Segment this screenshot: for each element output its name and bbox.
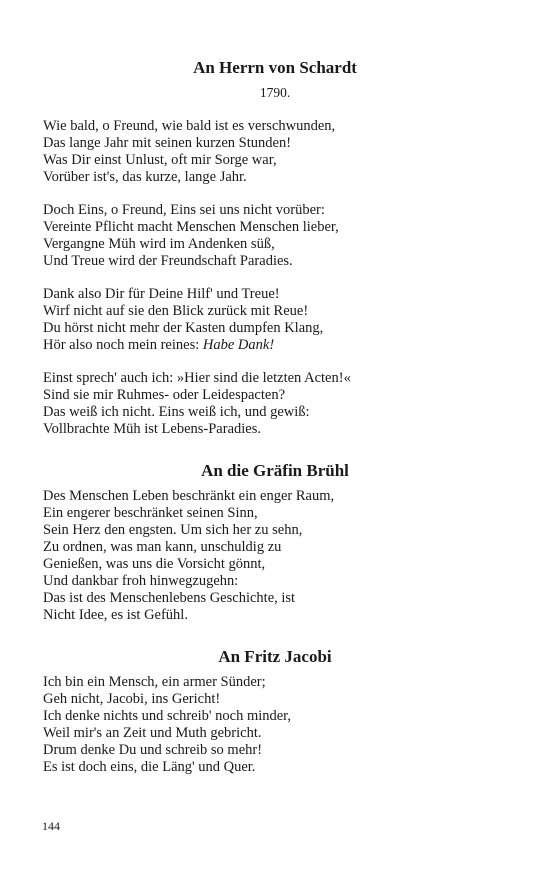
poem-title: An die Gräfin Brühl [201,461,349,480]
poem-line: Es ist doch eins, die Läng' und Quer. [43,759,256,775]
poem-stanza [43,370,513,438]
poem-line-with-emphasis [43,337,513,354]
poem-line: Vollbrachte Müh ist Lebens-Paradies. [43,421,261,437]
poem-line: Drum denke Du und schreib so mehr! [43,742,263,758]
poem-line: Sind sie mir Ruhmes- oder Leidespacten? [43,387,286,403]
poem-line: Ich bin ein Mensch, ein armer Sünder; [43,674,266,690]
poem-line: Vereinte Pflicht macht Menschen Menschen lieber, [43,219,339,235]
poem-line: Genießen, was uns die Vorsicht gönnt, [43,556,266,572]
poem-line: Geh nicht, Jacobi, ins Gericht! [43,691,221,707]
poem-line: Ich denke nichts und schreib' noch minder, [43,708,292,724]
poem-stanza [43,202,513,270]
emphasized-text: Habe Dank! [202,337,275,353]
poem-title: An Fritz Jacobi [218,647,332,666]
poem-line: Doch Eins, o Freund, Eins sei uns nicht vorüber: [43,202,325,218]
poem-stanza [43,674,513,776]
poem-title: An Herrn von Schardt [193,58,357,77]
poem-line: Das weiß ich nicht. Eins weiß ich, und gewiß: [43,404,310,420]
poem-line: Und Treue wird der Freundschaft Paradies. [43,253,293,269]
poem-stanza [43,286,513,354]
poem-date: 1790. [259,85,291,100]
poem-stanza [43,118,513,186]
poem-line: Und dankbar froh hinwegzugehn: [43,573,239,589]
poem-line: Ein engerer beschränket seinen Sinn, [43,505,258,521]
poem-line: Was Dir einst Unlust, oft mir Sorge war, [43,152,277,168]
poem-line: Wirf nicht auf sie den Blick zurück mit Reue! [43,303,309,319]
poem-line: Du hörst nicht mehr der Kasten dumpfen Klang, [43,320,324,336]
poem-line: Zu ordnen, was man kann, unschuldig zu [43,539,282,555]
poem-line: Vergangne Müh wird im Andenken süß, [43,236,275,252]
poem-line: Nicht Idee, es ist Gefühl. [43,607,188,623]
poem-line: Einst sprech' auch ich: »Hier sind die letzten Acten!« [43,370,351,386]
poem-line: Das lange Jahr mit seinen kurzen Stunden! [43,135,292,151]
poem-line: Dank also Dir für Deine Hilf' und Treue! [43,286,280,302]
poem-line: Des Menschen Leben beschränkt ein enger Raum, [43,488,335,504]
poem-line: Das ist des Menschenlebens Geschichte, ist [43,590,296,606]
poem-line: Vorüber ist's, das kurze, lange Jahr. [43,169,247,185]
poem-line: Sein Herz den engsten. Um sich her zu sehn, [43,522,303,538]
poem-line-text: Hör also noch mein reines: [43,337,203,353]
poem-stanza [43,488,513,624]
poem-line: Weil mir's an Zeit und Muth gebricht. [43,725,262,741]
page-number: 144 [42,819,60,833]
poem-line: Wie bald, o Freund, wie bald ist es verschwunden, [43,118,336,134]
